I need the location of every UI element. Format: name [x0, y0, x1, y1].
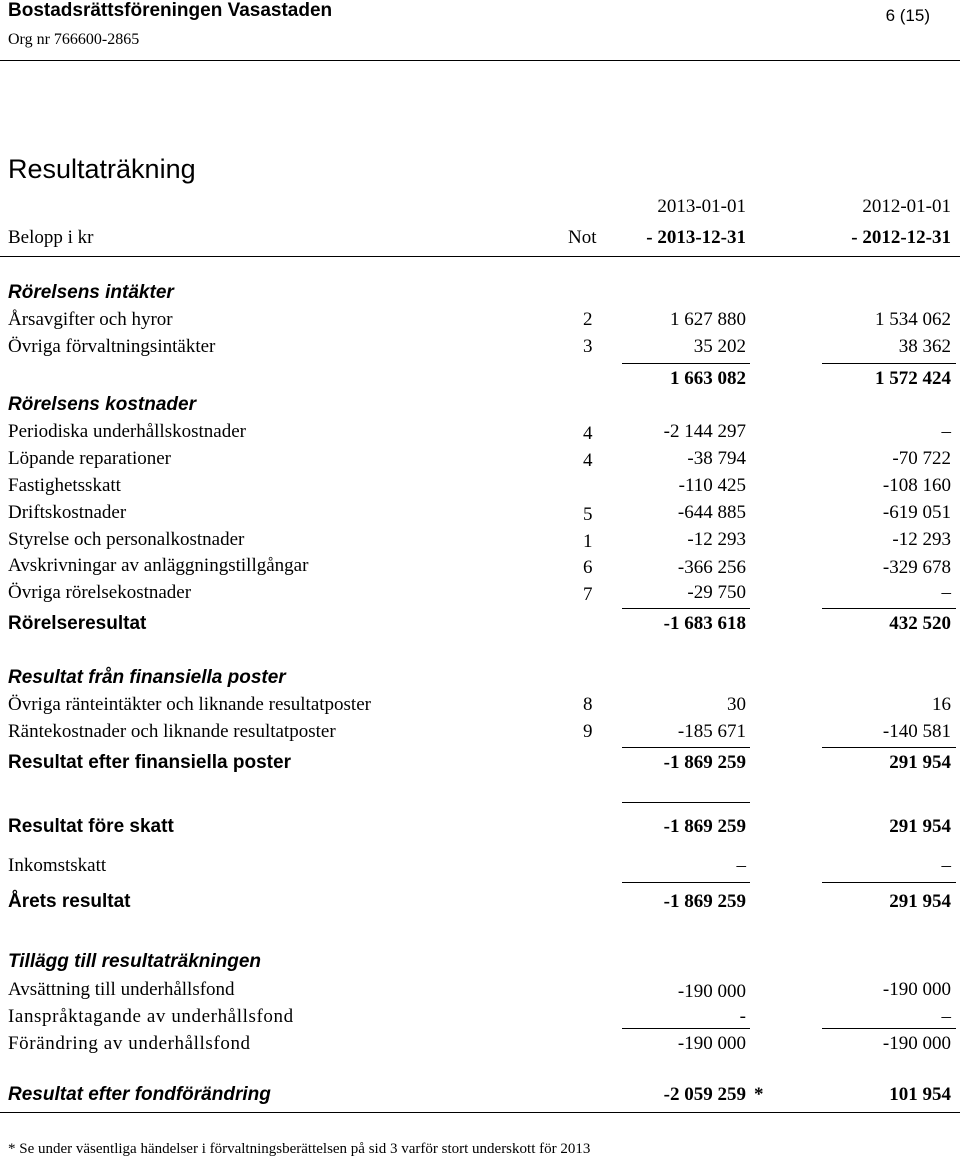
operating-result-2013: -1 683 618: [663, 613, 746, 634]
row-label: Löpande reparationer: [8, 448, 171, 469]
section-operating-income: Rörelsens intäkter: [8, 282, 174, 303]
row-label: Styrelse och personalkostnader: [8, 529, 245, 550]
year-result-label: Årets resultat: [8, 891, 131, 912]
subtotal-income-2012: 1 572 424: [875, 368, 951, 389]
amount-label: Belopp i kr: [8, 227, 94, 248]
row-note: 4: [583, 450, 593, 471]
organization-name: Bostadsrättsföreningen Vasastaden: [8, 0, 333, 21]
row-note: 9: [583, 721, 593, 742]
row-note: 1: [583, 531, 593, 552]
row-value-2012: -12 293: [892, 529, 951, 550]
row-value-2012: –: [941, 855, 951, 876]
underline-2013: [622, 363, 750, 364]
period2-to: - 2012-12-31: [851, 227, 951, 248]
row-value-2012: –: [941, 1006, 951, 1027]
row-value-2012: -329 678: [882, 557, 951, 578]
row-note: 8: [583, 694, 593, 715]
period2-from: 2012-01-01: [862, 196, 951, 217]
row-label: Avsättning till underhållsfond: [8, 979, 235, 1000]
row-value-2013: -38 794: [687, 448, 746, 469]
underline-2012: [822, 882, 956, 883]
result-after-financial-label: Resultat efter finansiella poster: [8, 752, 291, 773]
row-value-2012: -70 722: [892, 448, 951, 469]
note-column-header: Not: [568, 227, 597, 248]
footer-divider: [0, 1112, 960, 1113]
underline-2013: [622, 1028, 750, 1029]
row-value-2013: -110 425: [678, 475, 746, 496]
row-value-2013: –: [736, 855, 746, 876]
year-result-2012: 291 954: [889, 891, 951, 912]
row-value-2012: -108 160: [882, 475, 951, 496]
row-label: Övriga rörelsekostnader: [8, 582, 192, 603]
header-divider: [0, 60, 960, 61]
footnote-marker: *: [754, 1084, 764, 1105]
result-after-fund-2012: 101 954: [889, 1084, 951, 1105]
row-value-2012: -140 581: [882, 721, 951, 742]
operating-result-2012: 432 520: [889, 613, 951, 634]
row-label: Inkomstskatt: [8, 855, 107, 876]
row-note: 2: [583, 309, 593, 330]
row-value-2012: –: [941, 582, 951, 603]
row-value-2013: -: [739, 1006, 746, 1027]
period1-from: 2013-01-01: [657, 196, 746, 217]
row-label: Övriga ränteintäkter och liknande resultatposter: [8, 694, 371, 715]
row-label: Förändring av underhållsfond: [8, 1033, 251, 1054]
row-note: 4: [583, 423, 593, 444]
underline-2013: [622, 882, 750, 883]
result-after-financial-2012: 291 954: [889, 752, 951, 773]
underline-2013: [622, 802, 750, 803]
result-before-tax-2013: -1 869 259: [663, 816, 746, 837]
row-label: Övriga förvaltningsintäkter: [8, 336, 216, 357]
subtotal-income-2013: 1 663 082: [670, 368, 746, 389]
row-value-2012: 16: [932, 694, 951, 715]
row-label: Årsavgifter och hyror: [8, 309, 173, 330]
row-value-2013: -644 885: [677, 502, 746, 523]
column-header-divider: [0, 256, 960, 257]
row-note: 5: [583, 504, 593, 525]
row-value-2013: -366 256: [677, 557, 746, 578]
organization-number: Org nr 766600-2865: [8, 31, 140, 48]
row-value-2012: 1 534 062: [875, 309, 951, 330]
row-value-2013: 30: [727, 694, 746, 715]
row-label: Driftskostnader: [8, 502, 127, 523]
footnote-text: * Se under väsentliga händelser i förvaltningsberättelsen på sid 3 varför stort underskott för 2013: [8, 1141, 591, 1157]
row-label: Avskrivningar av anläggningstillgångar: [8, 555, 309, 576]
row-value-2013: -190 000: [677, 981, 746, 1002]
row-label: Ianspråktagande av underhållsfond: [8, 1006, 294, 1027]
result-after-fund-label: Resultat efter fondförändring: [8, 1084, 271, 1105]
row-value-2013: -29 750: [687, 582, 746, 603]
result-after-fund-2013: -2 059 259: [663, 1084, 746, 1105]
operating-result-label: Rörelseresultat: [8, 613, 147, 634]
row-value-2012: -190 000: [882, 1033, 951, 1054]
row-note: 3: [583, 336, 593, 357]
row-value-2012: –: [941, 421, 951, 442]
underline-2012: [822, 363, 956, 364]
section-supplement: Tillägg till resultaträkningen: [8, 951, 262, 972]
row-value-2012: -190 000: [882, 979, 951, 1000]
row-label: Fastighetsskatt: [8, 475, 121, 496]
section-financial-items: Resultat från finansiella poster: [8, 667, 286, 688]
underline-2012: [822, 747, 956, 748]
row-value-2013: -12 293: [687, 529, 746, 550]
row-value-2012: 38 362: [898, 336, 951, 357]
row-label: Räntekostnader och liknande resultatposter: [8, 721, 336, 742]
result-after-financial-2013: -1 869 259: [663, 752, 746, 773]
row-label: Periodiska underhållskostnader: [8, 421, 246, 442]
row-value-2012: -619 051: [882, 502, 951, 523]
result-before-tax-label: Resultat före skatt: [8, 816, 174, 837]
underline-2013: [622, 747, 750, 748]
underline-2012: [822, 608, 956, 609]
underline-2012: [822, 1028, 956, 1029]
page-title: Resultaträkning: [8, 154, 196, 184]
row-value-2013: -190 000: [677, 1033, 746, 1054]
page-number: 6 (15): [885, 6, 930, 25]
row-note: 7: [583, 584, 593, 605]
year-result-2013: -1 869 259: [663, 891, 746, 912]
period1-to: - 2013-12-31: [646, 227, 746, 248]
row-value-2013: -185 671: [677, 721, 746, 742]
result-before-tax-2012: 291 954: [889, 816, 951, 837]
row-value-2013: -2 144 297: [663, 421, 746, 442]
row-value-2013: 1 627 880: [670, 309, 746, 330]
section-operating-costs: Rörelsens kostnader: [8, 394, 196, 415]
underline-2013: [622, 608, 750, 609]
row-value-2013: 35 202: [693, 336, 746, 357]
row-note: 6: [583, 557, 593, 578]
